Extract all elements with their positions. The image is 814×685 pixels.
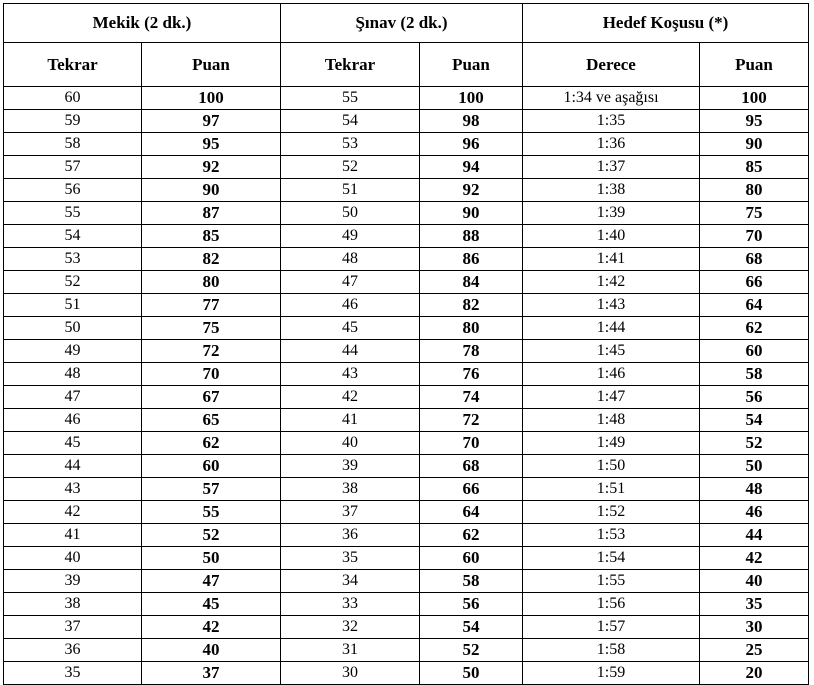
kosu-puan-cell: 58	[700, 363, 809, 386]
table-row	[4, 133, 809, 156]
kosu-derece-cell: 1:51	[523, 478, 700, 501]
mekik-puan-cell: 87	[142, 202, 281, 225]
kosu-puan-cell: 100	[700, 87, 809, 110]
mekik-puan-cell: 45	[142, 593, 281, 616]
kosu-derece-cell: 1:53	[523, 524, 700, 547]
sinav-tekrar-cell: 48	[281, 248, 420, 271]
mekik-tekrar-cell: 40	[4, 547, 142, 570]
sinav-puan-cell: 78	[420, 340, 523, 363]
kosu-derece-cell: 1:36	[523, 133, 700, 156]
mekik-puan-cell: 75	[142, 317, 281, 340]
mekik-puan-cell: 47	[142, 570, 281, 593]
kosu-puan-cell: 50	[700, 455, 809, 478]
table-body	[4, 87, 809, 685]
mekik-puan-cell: 50	[142, 547, 281, 570]
kosu-puan-cell: 85	[700, 156, 809, 179]
kosu-derece-cell: 1:38	[523, 179, 700, 202]
kosu-puan-cell: 62	[700, 317, 809, 340]
table-row	[4, 570, 809, 593]
mekik-puan-cell: 97	[142, 110, 281, 133]
kosu-puan-cell: 80	[700, 179, 809, 202]
sinav-puan-cell: 92	[420, 179, 523, 202]
sinav-tekrar-cell: 32	[281, 616, 420, 639]
kosu-derece-cell: 1:44	[523, 317, 700, 340]
mekik-tekrar-cell: 53	[4, 248, 142, 271]
kosu-puan-cell: 42	[700, 547, 809, 570]
kosu-puan-cell: 44	[700, 524, 809, 547]
mekik-puan-cell: 95	[142, 133, 281, 156]
mekik-puan-cell: 77	[142, 294, 281, 317]
sinav-tekrar-cell: 37	[281, 501, 420, 524]
table-row	[4, 662, 809, 685]
kosu-puan-cell: 66	[700, 271, 809, 294]
mekik-puan-cell: 55	[142, 501, 281, 524]
mekik-tekrar-cell: 60	[4, 87, 142, 110]
mekik-tekrar-cell: 57	[4, 156, 142, 179]
sinav-tekrar-cell: 46	[281, 294, 420, 317]
sinav-puan-cell: 100	[420, 87, 523, 110]
table-row	[4, 455, 809, 478]
sinav-tekrar-cell: 30	[281, 662, 420, 685]
kosu-derece-cell: 1:40	[523, 225, 700, 248]
mekik-puan-cell: 62	[142, 432, 281, 455]
kosu-puan-cell: 90	[700, 133, 809, 156]
mekik-tekrar-cell: 42	[4, 501, 142, 524]
sinav-tekrar-cell: 33	[281, 593, 420, 616]
sinav-tekrar-cell: 53	[281, 133, 420, 156]
sinav-puan-cell: 88	[420, 225, 523, 248]
sinav-tekrar-cell: 54	[281, 110, 420, 133]
sinav-tekrar-cell: 36	[281, 524, 420, 547]
sinav-puan-cell: 56	[420, 593, 523, 616]
kosu-derece-cell: 1:50	[523, 455, 700, 478]
sinav-puan-cell: 76	[420, 363, 523, 386]
mekik-tekrar-cell: 58	[4, 133, 142, 156]
kosu-derece-cell: 1:49	[523, 432, 700, 455]
mekik-tekrar-cell: 36	[4, 639, 142, 662]
kosu-derece-cell: 1:45	[523, 340, 700, 363]
mekik-puan-cell: 100	[142, 87, 281, 110]
mekik-tekrar-cell: 46	[4, 409, 142, 432]
kosu-derece-cell: 1:47	[523, 386, 700, 409]
sinav-puan-cell: 84	[420, 271, 523, 294]
mekik-tekrar-cell: 47	[4, 386, 142, 409]
kosu-puan-cell: 75	[700, 202, 809, 225]
sinav-tekrar-cell: 49	[281, 225, 420, 248]
kosu-derece-cell: 1:39	[523, 202, 700, 225]
sinav-puan-cell: 82	[420, 294, 523, 317]
mekik-puan-cell: 90	[142, 179, 281, 202]
mekik-puan-cell: 70	[142, 363, 281, 386]
score-table	[3, 3, 809, 685]
group-header-sinav: Şınav (2 dk.)	[281, 4, 523, 43]
table-row	[4, 616, 809, 639]
sinav-puan-cell: 58	[420, 570, 523, 593]
kosu-derece-cell: 1:43	[523, 294, 700, 317]
sinav-tekrar-cell: 47	[281, 271, 420, 294]
kosu-puan-cell: 35	[700, 593, 809, 616]
table-row	[4, 432, 809, 455]
mekik-tekrar-cell: 55	[4, 202, 142, 225]
sub-header-row	[4, 43, 809, 87]
kosu-derece-cell: 1:59	[523, 662, 700, 685]
table-row	[4, 271, 809, 294]
mekik-tekrar-cell: 44	[4, 455, 142, 478]
table-row	[4, 294, 809, 317]
sinav-tekrar-cell: 51	[281, 179, 420, 202]
kosu-derece-cell: 1:37	[523, 156, 700, 179]
sinav-puan-cell: 98	[420, 110, 523, 133]
kosu-puan-cell: 54	[700, 409, 809, 432]
sinav-puan-cell: 62	[420, 524, 523, 547]
sinav-tekrar-cell: 39	[281, 455, 420, 478]
kosu-puan-cell: 70	[700, 225, 809, 248]
col-header-tekrar: Tekrar	[281, 43, 420, 87]
mekik-tekrar-cell: 56	[4, 179, 142, 202]
kosu-puan-cell: 68	[700, 248, 809, 271]
kosu-derece-cell: 1:55	[523, 570, 700, 593]
col-header-puan: Puan	[420, 43, 523, 87]
mekik-tekrar-cell: 49	[4, 340, 142, 363]
mekik-tekrar-cell: 43	[4, 478, 142, 501]
table-row	[4, 317, 809, 340]
kosu-puan-cell: 48	[700, 478, 809, 501]
mekik-tekrar-cell: 35	[4, 662, 142, 685]
sinav-puan-cell: 64	[420, 501, 523, 524]
table-row	[4, 340, 809, 363]
sinav-puan-cell: 52	[420, 639, 523, 662]
kosu-puan-cell: 52	[700, 432, 809, 455]
sinav-tekrar-cell: 41	[281, 409, 420, 432]
kosu-derece-cell: 1:58	[523, 639, 700, 662]
mekik-tekrar-cell: 38	[4, 593, 142, 616]
col-header-tekrar: Tekrar	[4, 43, 142, 87]
mekik-puan-cell: 80	[142, 271, 281, 294]
mekik-tekrar-cell: 59	[4, 110, 142, 133]
mekik-puan-cell: 92	[142, 156, 281, 179]
sinav-puan-cell: 96	[420, 133, 523, 156]
mekik-tekrar-cell: 48	[4, 363, 142, 386]
mekik-tekrar-cell: 39	[4, 570, 142, 593]
sinav-tekrar-cell: 31	[281, 639, 420, 662]
kosu-puan-cell: 95	[700, 110, 809, 133]
mekik-puan-cell: 57	[142, 478, 281, 501]
mekik-tekrar-cell: 52	[4, 271, 142, 294]
sinav-tekrar-cell: 52	[281, 156, 420, 179]
sinav-puan-cell: 54	[420, 616, 523, 639]
mekik-tekrar-cell: 51	[4, 294, 142, 317]
table-row	[4, 639, 809, 662]
kosu-derece-cell: 1:48	[523, 409, 700, 432]
sinav-puan-cell: 68	[420, 455, 523, 478]
sinav-tekrar-cell: 44	[281, 340, 420, 363]
group-header-hedef-kosusu: Hedef Koşusu (*)	[523, 4, 809, 43]
group-header-row	[4, 4, 809, 43]
table-row	[4, 248, 809, 271]
table-row	[4, 202, 809, 225]
kosu-puan-cell: 46	[700, 501, 809, 524]
kosu-derece-cell: 1:52	[523, 501, 700, 524]
sinav-tekrar-cell: 43	[281, 363, 420, 386]
sinav-puan-cell: 86	[420, 248, 523, 271]
col-header-puan: Puan	[700, 43, 809, 87]
table-row	[4, 110, 809, 133]
sinav-puan-cell: 72	[420, 409, 523, 432]
mekik-tekrar-cell: 37	[4, 616, 142, 639]
mekik-tekrar-cell: 41	[4, 524, 142, 547]
kosu-derece-cell: 1:56	[523, 593, 700, 616]
group-header-mekik: Mekik (2 dk.)	[4, 4, 281, 43]
col-header-derece: Derece	[523, 43, 700, 87]
mekik-tekrar-cell: 45	[4, 432, 142, 455]
kosu-derece-cell: 1:54	[523, 547, 700, 570]
table-row	[4, 156, 809, 179]
sinav-puan-cell: 80	[420, 317, 523, 340]
kosu-puan-cell: 64	[700, 294, 809, 317]
sinav-tekrar-cell: 42	[281, 386, 420, 409]
table-row	[4, 179, 809, 202]
sinav-tekrar-cell: 55	[281, 87, 420, 110]
kosu-derece-cell: 1:42	[523, 271, 700, 294]
table-row	[4, 363, 809, 386]
sinav-puan-cell: 74	[420, 386, 523, 409]
sinav-puan-cell: 66	[420, 478, 523, 501]
table-row	[4, 478, 809, 501]
kosu-derece-cell: 1:41	[523, 248, 700, 271]
sinav-puan-cell: 94	[420, 156, 523, 179]
kosu-puan-cell: 56	[700, 386, 809, 409]
kosu-puan-cell: 40	[700, 570, 809, 593]
table-row	[4, 501, 809, 524]
mekik-puan-cell: 67	[142, 386, 281, 409]
mekik-puan-cell: 42	[142, 616, 281, 639]
table-row	[4, 524, 809, 547]
mekik-puan-cell: 85	[142, 225, 281, 248]
sinav-tekrar-cell: 50	[281, 202, 420, 225]
table-row	[4, 593, 809, 616]
kosu-derece-cell: 1:57	[523, 616, 700, 639]
mekik-puan-cell: 52	[142, 524, 281, 547]
mekik-tekrar-cell: 54	[4, 225, 142, 248]
sinav-tekrar-cell: 38	[281, 478, 420, 501]
table-row	[4, 225, 809, 248]
mekik-puan-cell: 37	[142, 662, 281, 685]
kosu-derece-cell: 1:46	[523, 363, 700, 386]
mekik-tekrar-cell: 50	[4, 317, 142, 340]
table-row	[4, 386, 809, 409]
table-row	[4, 409, 809, 432]
table-row	[4, 547, 809, 570]
sinav-tekrar-cell: 40	[281, 432, 420, 455]
sinav-puan-cell: 60	[420, 547, 523, 570]
kosu-puan-cell: 30	[700, 616, 809, 639]
mekik-puan-cell: 40	[142, 639, 281, 662]
mekik-puan-cell: 60	[142, 455, 281, 478]
mekik-puan-cell: 82	[142, 248, 281, 271]
kosu-puan-cell: 20	[700, 662, 809, 685]
mekik-puan-cell: 72	[142, 340, 281, 363]
kosu-puan-cell: 25	[700, 639, 809, 662]
col-header-puan: Puan	[142, 43, 281, 87]
sinav-puan-cell: 50	[420, 662, 523, 685]
sinav-puan-cell: 70	[420, 432, 523, 455]
sinav-tekrar-cell: 34	[281, 570, 420, 593]
mekik-puan-cell: 65	[142, 409, 281, 432]
sinav-puan-cell: 90	[420, 202, 523, 225]
kosu-derece-cell: 1:35	[523, 110, 700, 133]
kosu-derece-cell: 1:34 ve aşağısı	[523, 87, 700, 110]
kosu-puan-cell: 60	[700, 340, 809, 363]
table-row	[4, 87, 809, 110]
sinav-tekrar-cell: 45	[281, 317, 420, 340]
sinav-tekrar-cell: 35	[281, 547, 420, 570]
